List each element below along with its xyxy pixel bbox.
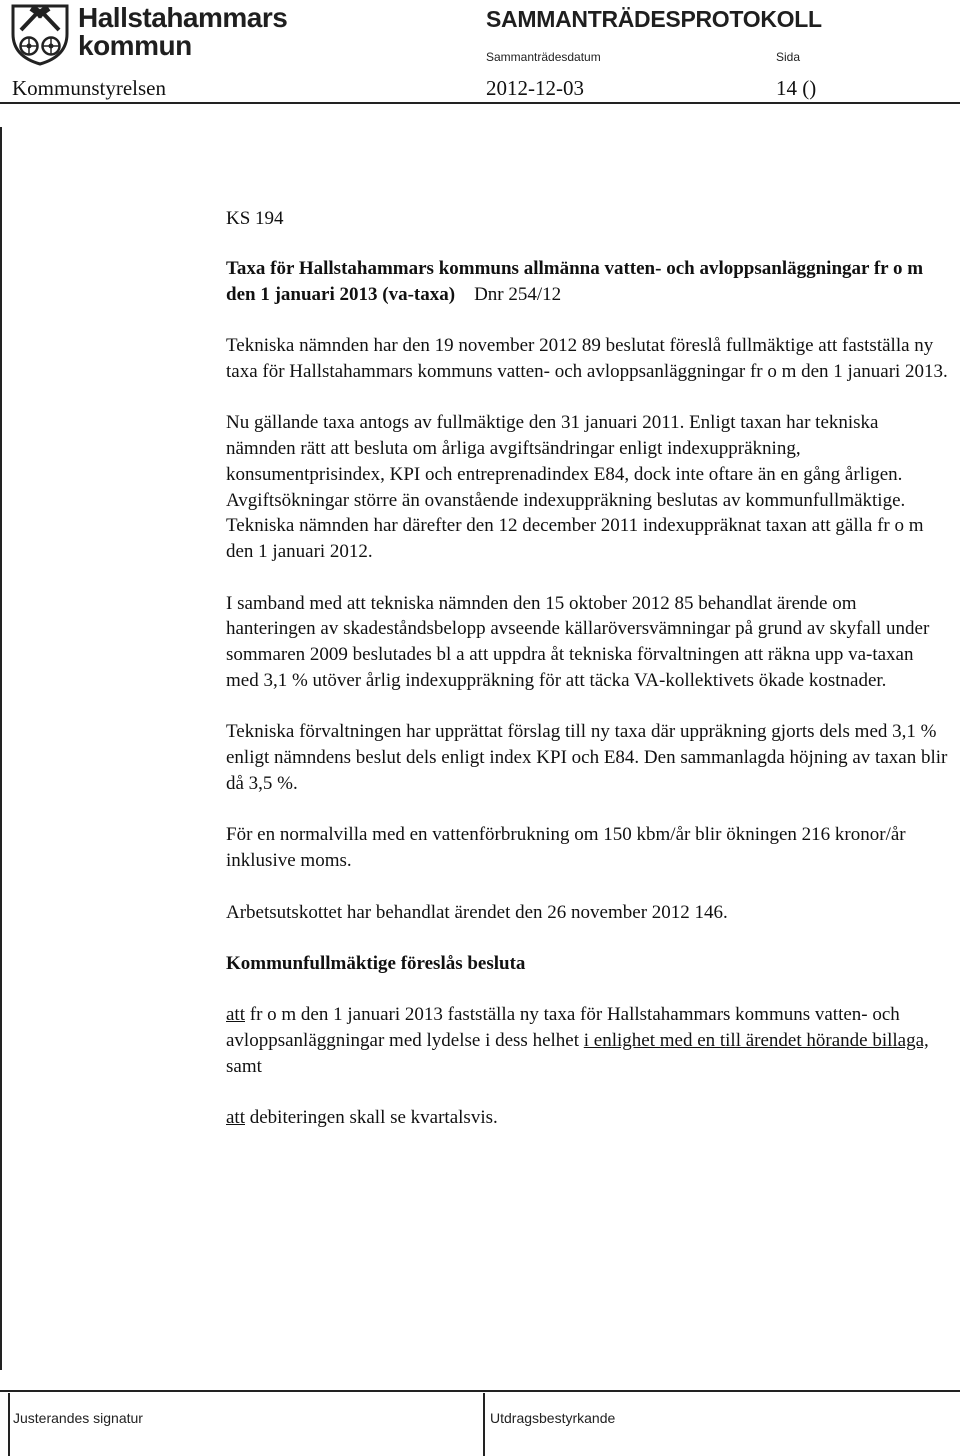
- signature-box-divider: [8, 1393, 10, 1456]
- decision-1-att: att: [226, 1004, 245, 1026]
- case-number: KS 194: [226, 208, 284, 229]
- document-type-title: SAMMANTRÄDESPROTOKOLL: [486, 6, 822, 32]
- paragraph-3: I samband med att tekniska nämnden den 15 oktober 2012 85 behandlat ärende om hanteringen av skadeståndsbelopp avseende källaröversvämningar på grund av skyfall under sommaren 2009 beslutades bl a att uppdra åt tekniska förvaltningen att räkna upp va-taxan med 3,1 % utöver årlig indexuppräkning för att täcka VA-kollektivets ökade kostnader.: [226, 592, 930, 691]
- decision-1-tail: samt: [226, 1055, 262, 1077]
- case-reference: Dnr 254/12: [474, 283, 562, 305]
- signature-label: Justerandes signatur: [13, 1410, 143, 1426]
- meeting-date: 2012-12-03: [486, 76, 584, 100]
- paragraph-1: Tekniska nämnden har den 19 november 2012 89 beslutat föreslå fullmäktige att fastställa ny taxa för Hallstahammars kommuns vatten- och avloppsanläggningar fr o m den 1 januari 2013.: [226, 334, 948, 382]
- page-number: 14 (): [776, 76, 817, 100]
- paragraph-2: Nu gällande taxa antogs av fullmäktige den 31 januari 2011. Enligt taxan har tekniska nämnden rätt att besluta om årliga avgiftsändringar enligt indexuppräkning, konsumentprisindex, KPI och entreprenadindex E84, dock inte oftare än en gång årligen. Avgiftsökningar större än ovanstående indexuppräkning beslutas av kommunfullmäktige. Tekniska nämnden har därefter den 12 december 2011 indexuppräknat taxan att gälla fr o m den 1 januari 2012.: [226, 412, 924, 563]
- extract-box-divider: [483, 1393, 485, 1456]
- decision-1-attachment-ref: i enlighet med en till ärendet hörande billaga,: [583, 1030, 929, 1052]
- decision-heading: Kommunfullmäktige föreslås besluta: [226, 952, 526, 974]
- protocol-body: [226, 206, 948, 1131]
- extract-verification-label: Utdragsbestyrkande: [490, 1410, 616, 1426]
- page-label: Sida: [776, 50, 801, 64]
- decision-2-att: att: [226, 1107, 245, 1129]
- header-divider: [0, 102, 960, 104]
- decision-1-text: fr o m den 1 januari 2013 fastställa ny taxa för Hallstahammars kommuns vatten- och avloppsanläggningar med lydelse i dess helhet: [226, 1004, 900, 1052]
- case-title: Taxa för Hallstahammars kommuns allmänna vatten- och avloppsanläggningar fr o m den 1 januari 2013 (va-taxa): [226, 257, 924, 305]
- footer-divider: [0, 1390, 960, 1392]
- logo-name-line2: kommun: [78, 30, 192, 61]
- decision-item-1: [226, 1002, 948, 1079]
- logo-name-line1: Hallstahammars: [78, 2, 288, 33]
- decision-item-2: [226, 1105, 948, 1131]
- left-margin-rule: [0, 127, 2, 1370]
- meeting-date-label: Sammanträdesdatum: [486, 50, 601, 64]
- paragraph-6: Arbetsutskottet har behandlat ärendet den 26 november 2012 146.: [226, 901, 728, 923]
- case-title-line: [226, 256, 948, 308]
- municipal-coat-of-arms-icon: [10, 4, 70, 66]
- paragraph-4: Tekniska förvaltningen har upprättat förslag till ny taxa där uppräkning gjorts dels med 3,1 % enligt nämndens beslut dels enligt index KPI och E84. Den sammanlagda höjning av taxan blir då 3,5 %.: [226, 721, 948, 794]
- paragraph-5: För en normalvilla med en vattenförbrukning om 150 kbm/år blir ökningen 216 kronor/år inklusive moms.: [226, 824, 906, 872]
- decision-2-text: debiteringen skall se kvartalsvis.: [245, 1107, 498, 1129]
- organ-name: Kommunstyrelsen: [12, 76, 166, 100]
- municipality-logo-text: [78, 4, 287, 60]
